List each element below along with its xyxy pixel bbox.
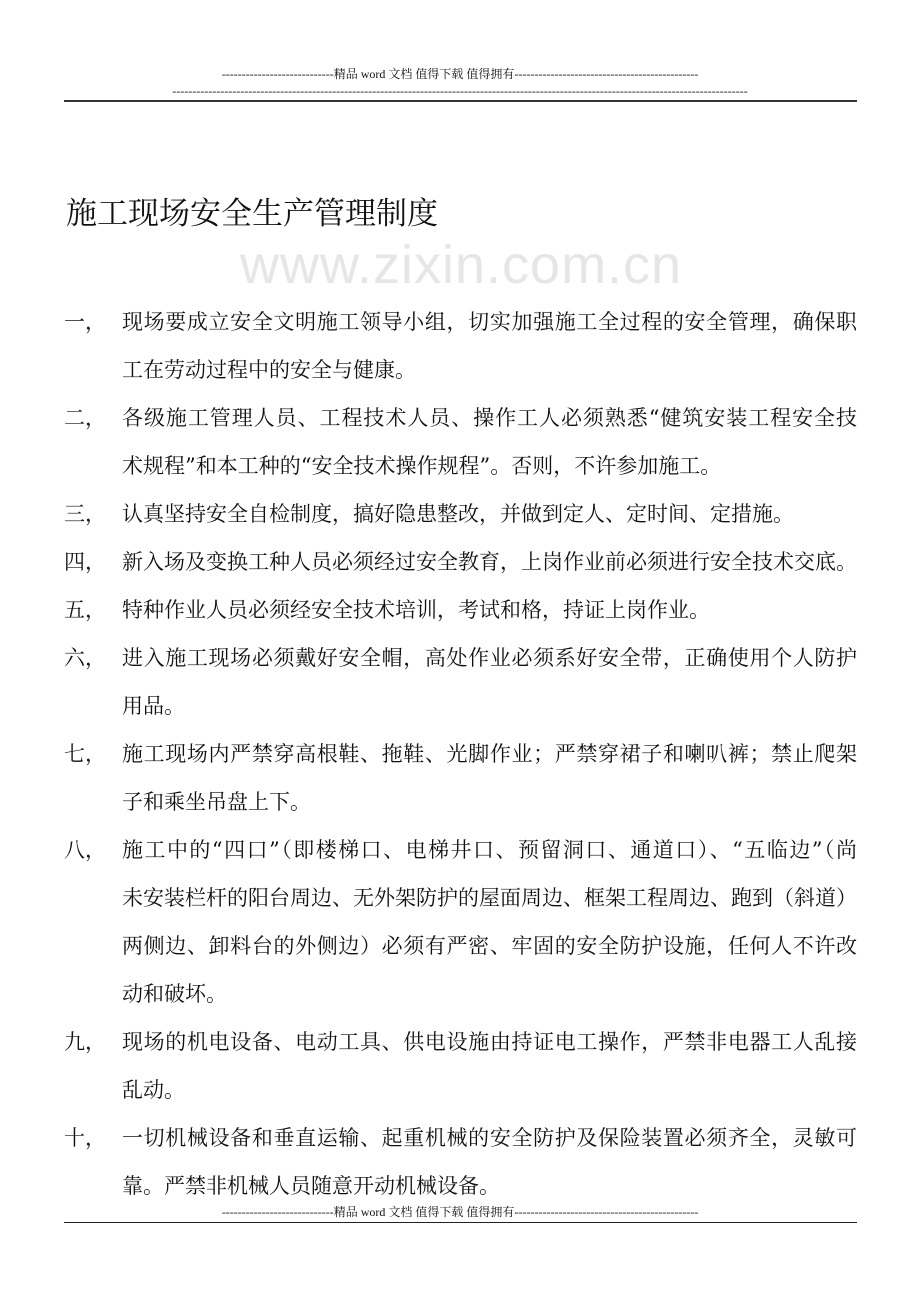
item-number: 七， <box>64 742 106 766</box>
footer-rule <box>64 1222 857 1223</box>
item-number: 九， <box>64 1030 106 1054</box>
footer-banner: ----------------------------精品 word 文档 值得下载 值得拥有---------------------------------------------- <box>221 1205 699 1219</box>
item-text-line: 动和破坏。 <box>122 982 227 1006</box>
item-number: 三， <box>64 502 106 526</box>
list-item <box>0 634 920 730</box>
item-text-line: 术规程”和本工种的“安全技术操作规程”。否则，不许参加施工。 <box>122 454 722 478</box>
header-banner: ----------------------------精品 word 文档 值得下载 值得拥有---------------------------------------------- <box>221 67 699 81</box>
rules-list <box>0 298 920 1210</box>
list-item <box>0 1114 920 1210</box>
item-number: 二， <box>64 406 106 430</box>
item-number: 四， <box>64 550 106 574</box>
item-text-line: 子和乘坐吊盘上下。 <box>122 790 311 814</box>
list-item <box>0 538 920 586</box>
item-text-line: 施工现场内严禁穿高根鞋、拖鞋、光脚作业；严禁穿裙子和喇叭裤；禁止爬架 <box>122 742 857 766</box>
item-text-line: 特种作业人员必须经安全技术培训，考试和格，持证上岗作业。 <box>122 598 710 622</box>
item-text-line: 新入场及变换工种人员必须经过安全教育，上岗作业前必须进行安全技术交底。 <box>122 550 857 574</box>
item-text-line: 工在劳动过程中的安全与健康。 <box>122 358 416 382</box>
list-item <box>0 490 920 538</box>
item-text-line: 乱动。 <box>122 1078 185 1102</box>
item-text-line: 进入施工现场必须戴好安全帽，高处作业必须系好安全带，正确使用个人防护 <box>122 646 857 670</box>
list-item <box>0 730 920 826</box>
header-rule <box>64 100 857 102</box>
item-text-line: 现场的机电设备、电动工具、供电设施由持证电工操作，严禁非电器工人乱接 <box>122 1030 857 1054</box>
list-item <box>0 394 920 490</box>
document-title: 施工现场安全生产管理制度 <box>66 196 438 232</box>
item-text-line: 未安装栏杆的阳台周边、无外架防护的屋面周边、框架工程周边、跑到（斜道） <box>122 886 857 910</box>
list-item <box>0 586 920 634</box>
item-number: 八， <box>64 838 106 862</box>
list-item <box>0 826 920 1018</box>
item-text-line: 靠。严禁非机械人员随意开动机械设备。 <box>122 1174 500 1198</box>
list-item <box>0 1018 920 1114</box>
item-number: 五， <box>64 598 106 622</box>
header-dashes: ------------------------------------------------------------------------------------------------------------------------------------------------ <box>172 84 748 98</box>
item-text-line: 两侧边、卸料台的外侧边）必须有严密、牢固的安全防护设施，任何人不许改 <box>122 934 857 958</box>
item-number: 十， <box>64 1126 106 1150</box>
item-text-line: 认真坚持安全自检制度，搞好隐患整改，并做到定人、定时间、定措施。 <box>122 502 794 526</box>
item-text-line: 一切机械设备和垂直运输、起重机械的安全防护及保险装置必须齐全，灵敏可 <box>122 1126 857 1150</box>
item-number: 一， <box>64 310 106 334</box>
item-number: 六， <box>64 646 106 670</box>
item-text-line: 各级施工管理人员、工程技术人员、操作工人必须熟悉“健筑安装工程安全技 <box>122 406 857 430</box>
item-text-line: 用品。 <box>122 694 185 718</box>
item-text-line: 现场要成立安全文明施工领导小组，切实加强施工全过程的安全管理，确保职 <box>122 310 857 334</box>
item-text-line: 施工中的“四口”（即楼梯口、电梯井口、预留洞口、通道口）、“五临边”（尚 <box>122 838 857 862</box>
watermark: www.zixin.com.cn <box>240 235 683 295</box>
list-item <box>0 298 920 394</box>
